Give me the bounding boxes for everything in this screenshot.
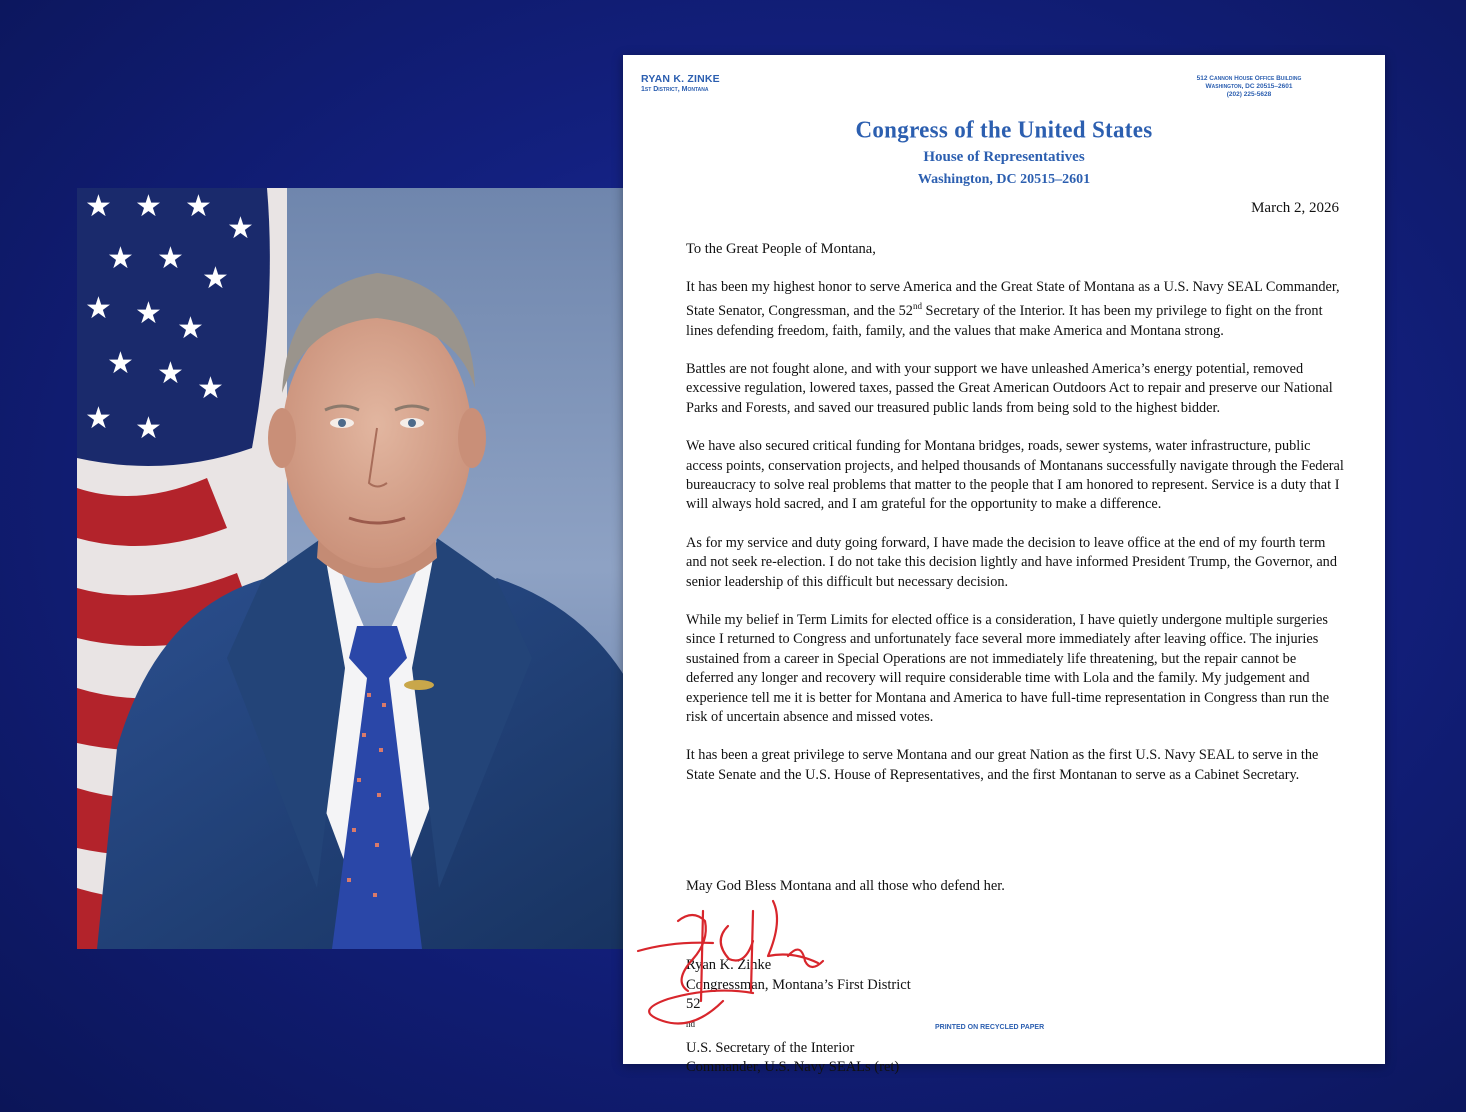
- congress-heading: Congress of the United States: [855, 116, 1153, 143]
- city-heading: Washington, DC 20515–2601: [917, 172, 1091, 187]
- svg-text:★: ★: [177, 311, 204, 346]
- svg-text:★: ★: [157, 241, 184, 276]
- svg-text:★: ★: [135, 296, 162, 331]
- address-line-2: Washington, DC 20515–2601: [1205, 83, 1293, 90]
- svg-text:★: ★: [135, 189, 162, 224]
- letter-date: March 2, 2026: [1251, 200, 1339, 216]
- svg-text:★: ★: [157, 356, 184, 391]
- svg-text:★: ★: [227, 211, 254, 246]
- recycled-paper-note: PRINTED ON RECYCLED PAPER: [935, 1024, 1045, 1031]
- svg-text:★: ★: [85, 189, 112, 224]
- letterhead-district: 1st District, Montana: [641, 86, 709, 93]
- house-heading: House of Representatives: [923, 149, 1085, 165]
- svg-text:★: ★: [85, 291, 112, 326]
- paragraph-5: While my belief in Term Limits for elected office is a consideration, I have quietly undergone multiple surgeries since I returned to Congress and unfortunately face several more immediately after leaving office. The injuries sustained from a career in Special Operations are not immediately life threatening, but the repair cannot be deferred any longer and recovery will require considerable time with Lola and the family. My judgement and experience tell me it is better for Montana and America to have full-time representation in Congress than run the risk of uncertain absence and missed votes.: [686, 612, 1330, 726]
- letterhead-name: RYAN K. ZINKE: [641, 73, 720, 85]
- paragraph-4: As for my service and duty going forward, I have made the decision to leave office at the end of my fourth term and not seek re-election. I do not take this decision lightly and have informed President Trump, the Governor, and senior leadership of this difficult but necessary decision.: [686, 534, 1337, 590]
- salutation: To the Great People of Montana,: [686, 241, 876, 257]
- closing-line: May God Bless Montana and all those who defend her.: [686, 878, 1005, 894]
- letterhead-address: [1149, 75, 1349, 99]
- paragraph-3: We have also secured critical funding for Montana bridges, roads, sewer systems, water infrastructure, public access points, conservation projects, and helped thousands of Montanans successfully navigate through the Federal bureaucracy to solve real problems that matter to the people that I am honored to represent. Service is a duty that I will always hold sacred, and I am grateful for the opportunity to make a difference.: [686, 438, 1344, 513]
- letterhead-left: [641, 73, 720, 93]
- svg-text:★: ★: [197, 371, 224, 406]
- letterhead-title: [623, 117, 1385, 188]
- seal-trident-pin: [404, 680, 434, 690]
- letter-body: [686, 278, 1346, 804]
- signer-title-3: Commander, U.S. Navy SEALs (ret): [686, 1059, 900, 1076]
- paragraph-2: Battles are not fought alone, and with your support we have unleashed America’s energy potential, removed excessive regulation, lowered taxes, passed the Great American Outdoors Act to repair and preserve our National Parks and Forests, and saved our treasured public lands from being sold to the highest bidder.: [686, 360, 1333, 416]
- svg-text:★: ★: [202, 261, 229, 296]
- resignation-letter: [623, 55, 1385, 1076]
- signer-title-2: 52 $^{nd}$ U.S. Secretary of the Interior: [686, 996, 855, 1056]
- signer-name: Ryan K. Zinke: [686, 957, 772, 973]
- svg-text:★: ★: [185, 189, 212, 224]
- svg-text:★: ★: [107, 346, 134, 381]
- paragraph-1: It has been my highest honor to serve America and the Great State of Montana as a U.S. Navy SEAL Commander, State Senator, Congressman, and the 52nd Secretary of the Interior. It has been my privilege to fight on the front lines defending freedom, faith, family, and the values that make America and Montana strong.: [686, 279, 1340, 339]
- paragraph-6: It has been a great privilege to serve Montana and our great Nation as the first U.S. Navy SEAL to serve in the State Senate and the U.S. House of Representatives, and the first Montanan to serve as a Cabinet Secretary.: [686, 747, 1319, 783]
- address-line-1: 512 Cannon House Office Building: [1196, 75, 1302, 82]
- official-portrait: [77, 188, 671, 949]
- svg-text:★: ★: [107, 241, 134, 276]
- handwritten-signature: [633, 881, 863, 1031]
- svg-text:★: ★: [85, 401, 112, 436]
- svg-text:★: ★: [135, 411, 162, 446]
- signer-title-1: Congressman, Montana’s First District: [686, 976, 911, 993]
- address-phone: (202) 225-5628: [1226, 91, 1272, 98]
- face: [282, 308, 472, 568]
